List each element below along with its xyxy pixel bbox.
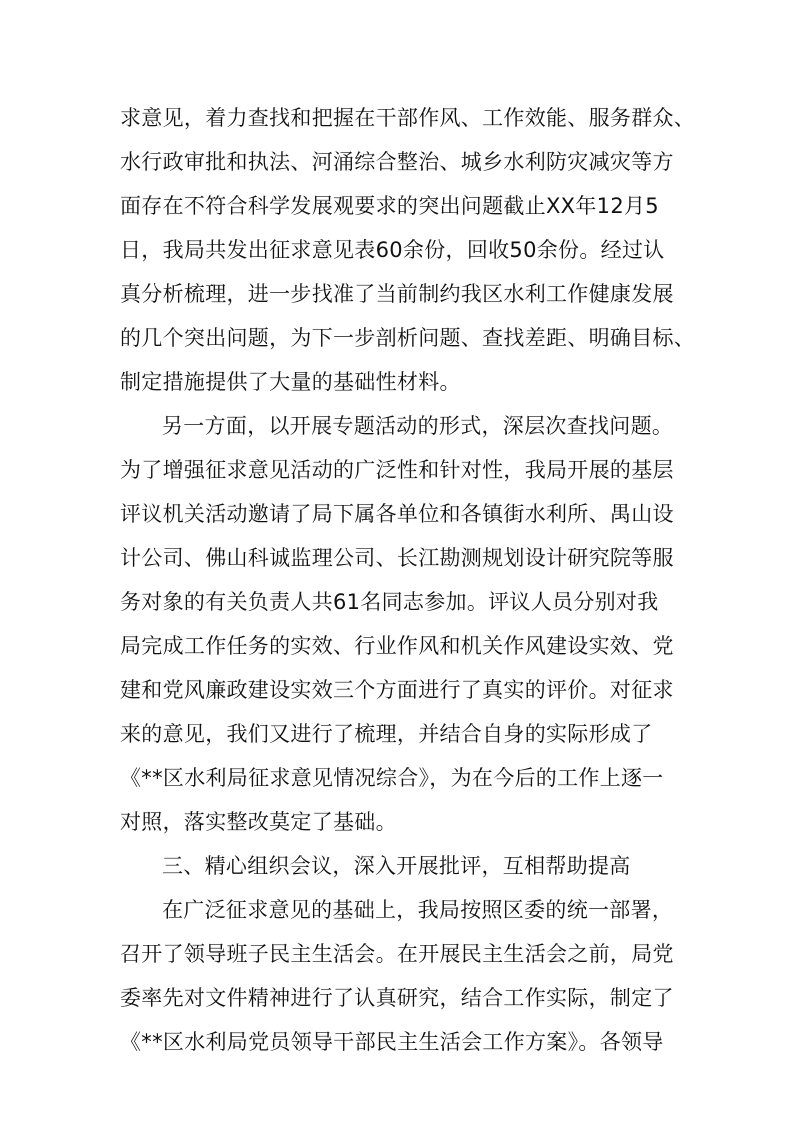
- paragraph-first-line: 另一方面，以开展专题活动的形式，深层次查找问题。: [162, 414, 674, 438]
- text-line: 的几个突出问题，为下一步剖析问题、查找差距、明确目标、: [120, 326, 696, 350]
- text-line: 建和党风廉政建设实效三个方面进行了真实的评价。对征求: [120, 678, 674, 702]
- text-line: 对照，落实整改莫定了基础。: [120, 810, 397, 834]
- text-line: 《**区水利局征求意见情况综合》，为在今后的工作上逐一: [120, 766, 664, 790]
- text-line: 《**区水利局党员领导干部民主生活会工作方案》。各领导: [120, 1030, 664, 1054]
- text-line: 制定措施提供了大量的基础性材料。: [120, 370, 461, 394]
- text-line: 局完成工作任务的实效、行业作风和机关作风建设实效、党: [120, 634, 674, 658]
- section-heading: 三、精心组织会议，深入开展批评，互相帮助提高: [162, 854, 631, 878]
- paragraph-first-line: 在广泛征求意见的基础上，我局按照区委的统一部署，: [162, 898, 674, 922]
- text-line: 水行政审批和执法、河涌综合整治、城乡水利防灾减灾等方: [120, 150, 674, 174]
- text-line: 召开了领导班子民主生活会。在开展民主生活会之前，局党: [120, 942, 674, 966]
- text-line: 评议机关活动邀请了局下属各单位和各镇街水利所、禺山设: [120, 502, 674, 526]
- text-line: 来的意见，我们又进行了梳理，并结合自身的实际形成了: [120, 722, 653, 746]
- text-line: 求意见，着力查找和把握在干部作风、工作效能、服务群众、: [120, 106, 696, 130]
- text-line: 计公司、佛山科诚监理公司、长江勘测规划设计研究院等服: [120, 546, 674, 570]
- text-line: 面存在不符合科学发展观要求的突出问题截止XX年12月5: [120, 194, 659, 218]
- text-line: 日，我局共发出征求意见表60余份，回收50余份。经过认: [120, 238, 665, 262]
- text-line: 为了增强征求意见活动的广泛性和针对性，我局开展的基层: [120, 458, 674, 482]
- text-line: 委率先对文件精神进行了认真研究，结合工作实际，制定了: [120, 986, 674, 1010]
- text-line: 真分析梳理，进一步找准了当前制约我区水利工作健康发展: [120, 282, 674, 306]
- text-line: 务对象的有关负责人共61名同志参加。评议人员分别对我: [120, 590, 659, 614]
